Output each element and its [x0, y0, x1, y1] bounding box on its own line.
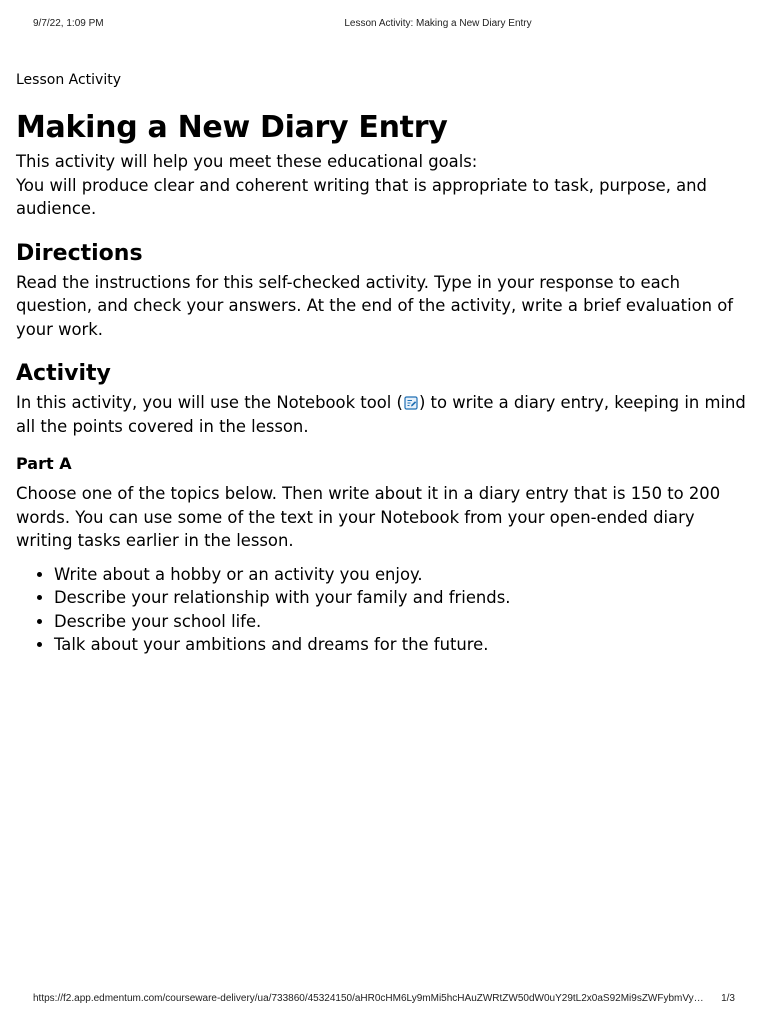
goals-statement: You will produce clear and coherent writing that is appropriate to task, purpose, and audience. — [16, 175, 707, 218]
page-number: 1/3 — [721, 993, 735, 1004]
notebook-icon — [404, 393, 418, 407]
lesson-eyebrow: Lesson Activity — [16, 72, 121, 88]
topic-item: • Write about a hobby or an activity you enjoy. — [54, 563, 752, 587]
part-a-heading: Part A — [16, 454, 72, 473]
page-title: Making a New Diary Entry — [16, 110, 448, 145]
lesson-content — [16, 70, 752, 657]
activity-text-before-icon: In this activity, you will use the Notebook tool ( — [16, 393, 403, 412]
topic-item: • Talk about your ambitions and dreams for the future. — [54, 633, 752, 657]
print-header — [0, 18, 768, 32]
part-a-text: Choose one of the topics below. Then write about it in a diary entry that is 150 to 200 words. You can use some of the text in your Notebook from your open-ended diary writing tasks earlier in the lesson. — [16, 484, 721, 550]
print-datetime: 9/7/22, 1:09 PM — [33, 18, 104, 29]
goals-intro: This activity will help you meet these educational goals: — [16, 152, 478, 171]
print-document-title: Lesson Activity: Making a New Diary Entry — [344, 18, 532, 29]
print-url: https://f2.app.edmentum.com/courseware-delivery/ua/733860/45324150/aHR0cHM6Ly9mMi5hcHAuZWRtZW50dW0uY29tL2x0aS92Mi9sZWFybmVy… — [33, 993, 704, 1004]
topic-list — [16, 563, 752, 657]
print-footer — [0, 993, 768, 1007]
activity-heading: Activity — [16, 361, 111, 386]
activity-text-after-icon: ) to write a diary entry, keeping in mind all the points covered in the lesson. — [16, 393, 746, 436]
topic-item: • Describe your school life. — [54, 610, 752, 634]
topic-item: • Describe your relationship with your family and friends. — [54, 586, 752, 610]
directions-text: Read the instructions for this self-checked activity. Type in your response to each question, and check your answers. At the end of the activity, write a brief evaluation of your work. — [16, 272, 734, 339]
directions-heading: Directions — [16, 240, 143, 266]
activity-text — [16, 391, 752, 438]
